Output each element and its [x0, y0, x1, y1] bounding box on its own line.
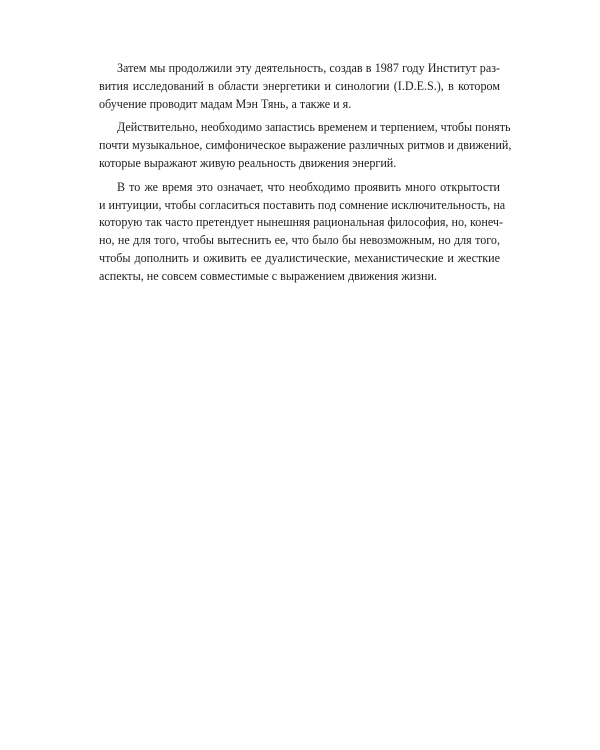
text-line: но, не для того, чтобы вытеснить ее, что было бы невозможным, но для того,: [99, 233, 500, 248]
text-line: которую так часто претендует нынешняя рациональная философия, но, конеч-: [99, 215, 504, 230]
body-text: [99, 60, 512, 292]
text-line: обучение проводит мадам Мэн Тянь, а также и я.: [99, 96, 352, 111]
paragraph-1: [99, 60, 500, 113]
text-line: почти музыкальное, симфоническое выражение различных ритмов и движений,: [99, 138, 512, 153]
text-line: и интуиции, чтобы согласиться поставить под сомнение исключительность, на: [99, 197, 506, 212]
text-line: В то же время это означает, что необходимо проявить много открытости: [117, 179, 500, 194]
text-line: которые выражают живую реальность движения энергий.: [99, 155, 397, 170]
paragraph-3: [99, 179, 506, 286]
text-line: аспекты, не совсем совместимые с выражением движения жизни.: [99, 268, 437, 283]
text-line: Действительно, необходимо запастись временем и терпением, чтобы понять: [117, 120, 511, 135]
text-line: Затем мы продолжили эту деятельность, создав в 1987 году Институт раз-: [117, 61, 500, 75]
text-line: чтобы дополнить и оживить ее дуалистические, механистические и жесткие: [99, 250, 500, 265]
text-line: вития исследований в области энергетики и синологии (I.D.E.S.), в котором: [99, 78, 500, 93]
paragraph-2: [99, 119, 512, 172]
